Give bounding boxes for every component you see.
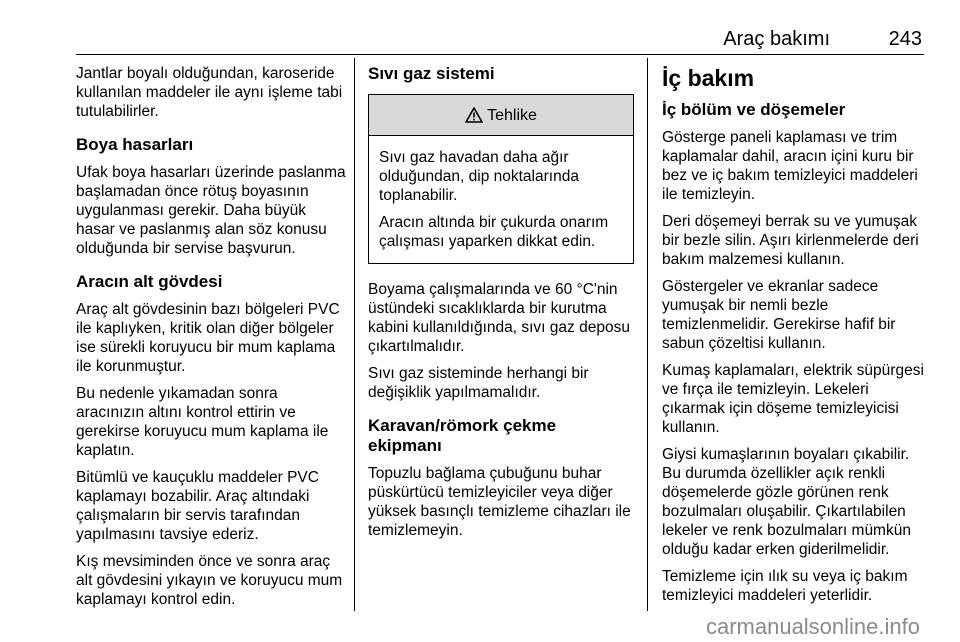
danger-box-body [369,136,633,263]
towing-equipment-heading: Karavan/römork çekme ekipmanı [368,416,557,455]
column-middle [368,64,634,548]
danger-paragraph: Sıvı gaz havadan daha ağır olduğundan, dip noktalarında toplanabilir. [379,149,579,204]
lpg-paragraph: Boyama çalışmalarında ve 60 °C'nin üstündeki sıcaklıklarda bir kurutma kabini kullanıldığında, sıvı gaz deposu çıkartılmalıdır. [368,281,630,355]
lpg-paragraph: Sıvı gaz sisteminde herhangi bir değişiklik yapılmamalıdır. [368,365,589,401]
running-header-title: Araç bakımı [723,28,830,50]
paint-damage-heading: Boya hasarları [76,135,194,154]
danger-box-title: Tehlike [487,106,537,124]
underbody-paragraph: Bu nedenle yıkamadan sonra aracınızın altını kontrol ettirin ve gerekirse koruyucu mum kaplama ile kaplatın. [76,385,329,459]
column-divider [354,58,355,611]
underbody-paragraph: Araç alt gövdesinin bazı bölgeleri PVC ile kaplıyken, kritik olan diğer bölgeler ise sürekli koruyucu bir mum kaplama ile korunmuştur. [76,301,340,375]
interior-paragraph: Kumaş kaplamaları, elektrik süpürgesi ve fırça ile temizleyin. Lekeleri çıkarmak için döşeme temizleyicisi kullanın. [662,362,924,436]
interior-paragraph: Giysi kumaşlarının boyaları çıkabilir. Bu durumda özellikler açık renkli döşemelerde gözle görünen renk bozulmaları oluşabilir. Çıkartılabilen lekeler ve renk bozulmaları mümkün olduğu kadar erken giderilmelidir. [662,446,911,558]
column-left [76,64,346,617]
towing-equipment-paragraph: Topuzlu bağlama çubuğunu buhar püskürtücü temizleyiciler veya diğer yüksek basınçlı temizleme cihazları ile temizlemeyin. [368,465,631,539]
header-rule [76,54,924,55]
interior-paragraph: Temizleme için ılık su veya iç bakım temizleyici maddeleri yeterlidir. [662,568,908,604]
watermark: carmanualsonline.info [705,614,920,639]
underbody-paragraph: Kış mevsiminden önce ve sonra araç alt gövdesini yıkayın ve koruyucu mum kaplamayı kontrol edin. [76,553,343,608]
paint-damage-paragraph: Ufak boya hasarları üzerinde paslanma başlamadan önce rötuş boyasının uygulanması gerekir. Daha büyük hasar ve paslanmış alan söz konusu olduğunda bir servise başvurun. [76,164,346,257]
column-divider [647,58,648,611]
underbody-paragraph: Bitümlü ve kauçuklu maddeler PVC kaplamayı bozabilir. Araç altındaki çalışmaların bir servis tarafından yapılmasını tavsiye ederiz. [76,469,319,543]
interior-upholstery-heading: İç bölüm ve döşemeler [662,100,846,119]
danger-box [368,94,634,264]
warning-triangle-icon [465,107,483,123]
danger-box-header [369,95,633,136]
interior-paragraph: Gösterge paneli kaplaması ve trim kaplamalar dahil, aracın içini kuru bir bez ve iç bakım temizleyici maddeleri ile temizleyin. [662,129,918,203]
page-number: 243 [888,28,922,50]
underbody-heading: Aracın alt gövdesi [76,272,223,291]
interior-care-heading: İç bakım [662,65,755,91]
danger-paragraph: Aracın altında bir çukurda onarım çalışması yaparken dikkat edin. [379,214,609,250]
lpg-system-heading: Sıvı gaz sistemi [368,64,495,83]
interior-paragraph: Deri döşemeyi berrak su ve yumuşak bir bezle silin. Aşırı kirlenmelerde deri bakım malzemesi kullanın. [662,213,919,268]
interior-paragraph: Göstergeler ve ekranlar sadece yumuşak bir nemli bezle temizlenmelidir. Gerekirse hafif bir sabun çözeltisi kullanın. [662,278,896,352]
intro-paragraph: Jantlar boyalı olduğundan, karoseride kullanılan maddeler ile aynı işleme tabi tutulabilirler. [76,65,343,120]
column-right [662,64,927,613]
